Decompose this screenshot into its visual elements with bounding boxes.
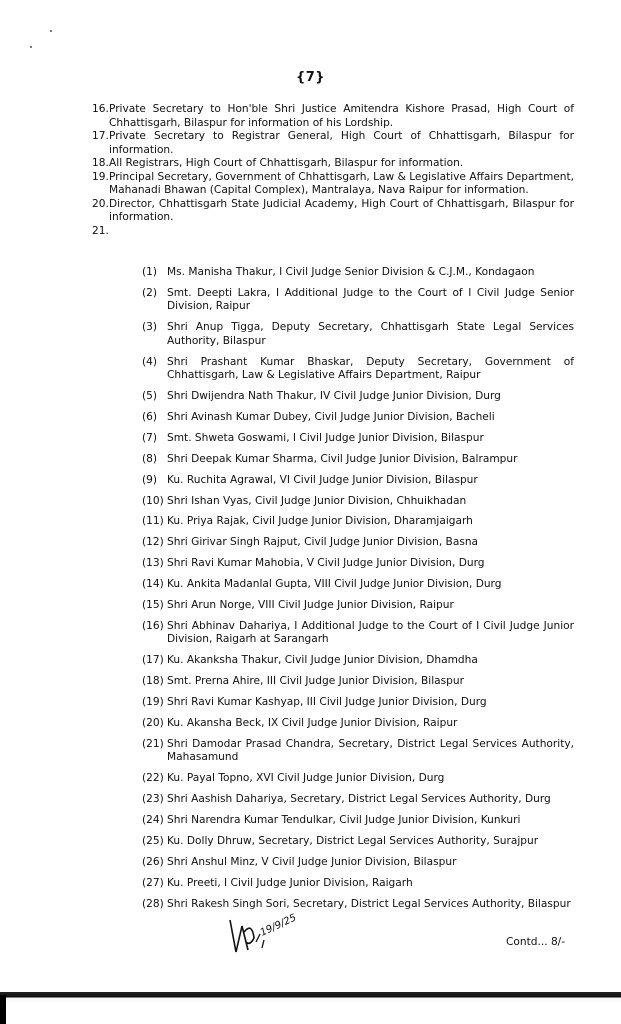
numbered-item	[92, 225, 574, 239]
item-number: 17.	[92, 130, 109, 142]
list-item	[142, 772, 574, 786]
list-item	[142, 321, 574, 348]
list-item-number: (6)	[142, 410, 158, 423]
list-item	[142, 620, 574, 647]
list-item	[142, 814, 574, 828]
list-item-text: Shri Aashish Dahariya, Secretary, District Legal Services Authority, Durg	[167, 793, 551, 806]
list-item-text: Shri Girivar Singh Rajput, Civil Judge Junior Division, Basna	[167, 536, 479, 549]
list-item-number: (16)	[142, 619, 164, 632]
signature-date: 19/9/25	[258, 912, 299, 939]
list-item-text: Smt. Shweta Goswami, I Civil Judge Junior Division, Bilaspur	[167, 431, 484, 444]
list-item	[142, 411, 574, 425]
item-text: Principal Secretary, Government of Chhattisgarh, Law & Legislative Affairs Department, Mahanadi Bhawan (Capital Complex), Mantralaya, Nava Raipur for information.	[109, 170, 575, 196]
list-item	[142, 898, 574, 912]
list-item-text: Shri Avinash Kumar Dubey, Civil Judge Junior Division, Bacheli	[167, 410, 495, 423]
list-item-text: Ms. Manisha Thakur, I Civil Judge Senior Division & C.J.M., Kondagaon	[167, 266, 535, 278]
list-item	[142, 515, 574, 529]
list-item-number: (24)	[142, 813, 164, 826]
numbered-item	[92, 198, 574, 225]
item-number: 16.	[92, 103, 109, 115]
list-item-number: (28)	[142, 897, 164, 910]
list-item-number: (15)	[142, 598, 164, 611]
list-item	[142, 356, 574, 383]
list-item-text: Shri Anup Tigga, Deputy Secretary, Chhattisgarh State Legal Services Authority, Bilaspur	[167, 321, 574, 347]
scan-speck	[50, 30, 52, 32]
list-item-number: (9)	[142, 473, 158, 486]
list-item-number: (21)	[142, 737, 164, 750]
list-item-number: (7)	[142, 431, 158, 444]
list-item-number: (20)	[142, 716, 164, 729]
list-item-number: (14)	[142, 578, 164, 591]
list-item-number: (2)	[142, 286, 158, 299]
list-item-number: (27)	[142, 876, 164, 889]
list-item-text: Shri Rakesh Singh Sori, Secretary, District Legal Services Authority, Bilaspur	[167, 897, 571, 910]
list-item	[142, 793, 574, 807]
page-number: {7}	[295, 70, 326, 85]
item-number: 20.	[92, 197, 109, 210]
list-item-number: (10)	[142, 494, 164, 507]
list-item-text: Shri Anshul Minz, V Civil Judge Junior Division, Bilaspur	[167, 855, 457, 868]
item-number: 21.	[92, 224, 109, 237]
numbered-item	[92, 171, 574, 198]
list-item-text: Ku. Akanksha Thakur, Civil Judge Junior Division, Dhamdha	[167, 654, 478, 667]
list-item	[142, 536, 574, 550]
list-item-text: Ku. Dolly Dhruw, Secretary, District Legal Services Authority, Surajpur	[167, 834, 539, 847]
list-item	[142, 474, 574, 488]
list-item-text: Shri Ishan Vyas, Civil Judge Junior Division, Chhuikhadan	[167, 494, 467, 507]
list-item-text: Shri Ravi Kumar Mahobia, V Civil Judge Junior Division, Durg	[167, 557, 485, 570]
list-item-number: (23)	[142, 793, 164, 806]
list-item	[142, 557, 574, 571]
list-item-number: (11)	[142, 515, 164, 528]
list-item-number: (3)	[142, 321, 158, 334]
list-item-text: Smt. Deepti Lakra, I Additional Judge to the Court of I Civil Judge Senior Division, Raipur	[167, 286, 574, 313]
item-number: 18.	[92, 157, 109, 169]
list-item-text: Shri Ravi Kumar Kashyap, III Civil Judge Junior Division, Durg	[167, 696, 487, 709]
list-item	[142, 696, 574, 710]
handwritten-signature	[222, 912, 312, 960]
list-item	[142, 835, 574, 849]
list-item-text: Shri Arun Norge, VIII Civil Judge Junior Division, Raipur	[167, 598, 454, 611]
list-item	[142, 717, 574, 731]
list-item-text: Ku. Preeti, I Civil Judge Junior Division, Raigarh	[167, 876, 413, 889]
list-item-number: (17)	[142, 654, 164, 667]
list-item	[142, 287, 574, 314]
list-item	[142, 877, 574, 891]
list-item	[142, 266, 574, 280]
list-item-number: (18)	[142, 675, 164, 688]
list-item	[142, 390, 574, 404]
list-item-text: Shri Deepak Kumar Sharma, Civil Judge Junior Division, Balrampur	[167, 452, 518, 465]
list-item-text: Ku. Ruchita Agrawal, VI Civil Judge Junior Division, Bilaspur	[167, 473, 478, 486]
numbered-item	[92, 130, 574, 157]
list-item-number: (13)	[142, 557, 164, 570]
list-item-text: Ku. Ankita Madanlal Gupta, VIII Civil Judge Junior Division, Durg	[167, 578, 502, 591]
list-item	[142, 738, 574, 765]
item-text: Private Secretary to Registrar General, High Court of Chhattisgarh, Bilaspur for information.	[109, 130, 574, 156]
list-item	[142, 654, 574, 668]
list-item-number: (26)	[142, 855, 164, 868]
list-item-number: (22)	[142, 772, 164, 785]
scan-speck	[30, 46, 32, 48]
list-item	[142, 495, 574, 509]
list-item-text: Shri Abhinav Dahariya, I Additional Judge to the Court of I Civil Judge Junior Division, Raigarh at Sarangarh	[167, 619, 574, 646]
list-item	[142, 856, 574, 870]
scan-left-edge	[0, 995, 6, 1024]
list-item-number: (4)	[142, 355, 158, 368]
numbered-item	[92, 157, 574, 171]
list-item	[142, 599, 574, 613]
list-item-text: Ku. Priya Rajak, Civil Judge Junior Division, Dharamjaigarh	[167, 515, 473, 528]
list-item-number: (19)	[142, 696, 164, 709]
list-item-text: Ku. Akansha Beck, IX Civil Judge Junior Division, Raipur	[167, 716, 458, 729]
numbered-item	[92, 103, 574, 130]
list-item	[142, 578, 574, 592]
list-item	[142, 432, 574, 446]
item-text: All Registrars, High Court of Chhattisgarh, Bilaspur for information.	[109, 157, 464, 169]
list-item-number: (5)	[142, 390, 158, 403]
item-text: Private Secretary to Hon'ble Shri Justice Amitendra Kishore Prasad, High Court of Chhattisgarh, Bilaspur for information of his Lordship.	[109, 103, 574, 129]
list-item	[142, 453, 574, 467]
list-item-number: (1)	[142, 266, 158, 278]
list-item-text: Shri Dwijendra Nath Thakur, IV Civil Judge Junior Division, Durg	[167, 390, 501, 403]
continuation-note: Contd... 8/-	[506, 936, 566, 948]
item-text: Director, Chhattisgarh State Judicial Academy, High Court of Chhattisgarh, Bilaspur for information.	[109, 197, 574, 223]
item-text	[109, 225, 574, 239]
list-item-text: Smt. Prerna Ahire, III Civil Judge Junior Division, Bilaspur	[167, 675, 464, 688]
distribution-sublist	[142, 266, 574, 918]
list-item-text: Ku. Payal Topno, XVI Civil Judge Junior Division, Durg	[167, 772, 445, 785]
list-item-number: (8)	[142, 452, 158, 465]
item-number: 19.	[92, 170, 109, 183]
list-item-text: Shri Damodar Prasad Chandra, Secretary, District Legal Services Authority, Mahasamund	[167, 737, 574, 764]
list-item-number: (12)	[142, 536, 164, 549]
list-item-number: (25)	[142, 834, 164, 847]
list-item-text: Shri Narendra Kumar Tendulkar, Civil Judge Junior Division, Kunkuri	[167, 813, 521, 826]
distribution-list-intro	[92, 103, 574, 238]
list-item-text: Shri Prashant Kumar Bhaskar, Deputy Secretary, Government of Chhattisgarh, Law & Legislative Affairs Department, Raipur	[167, 355, 574, 382]
list-item	[142, 675, 574, 689]
scan-bottom-edge	[0, 989, 621, 1024]
